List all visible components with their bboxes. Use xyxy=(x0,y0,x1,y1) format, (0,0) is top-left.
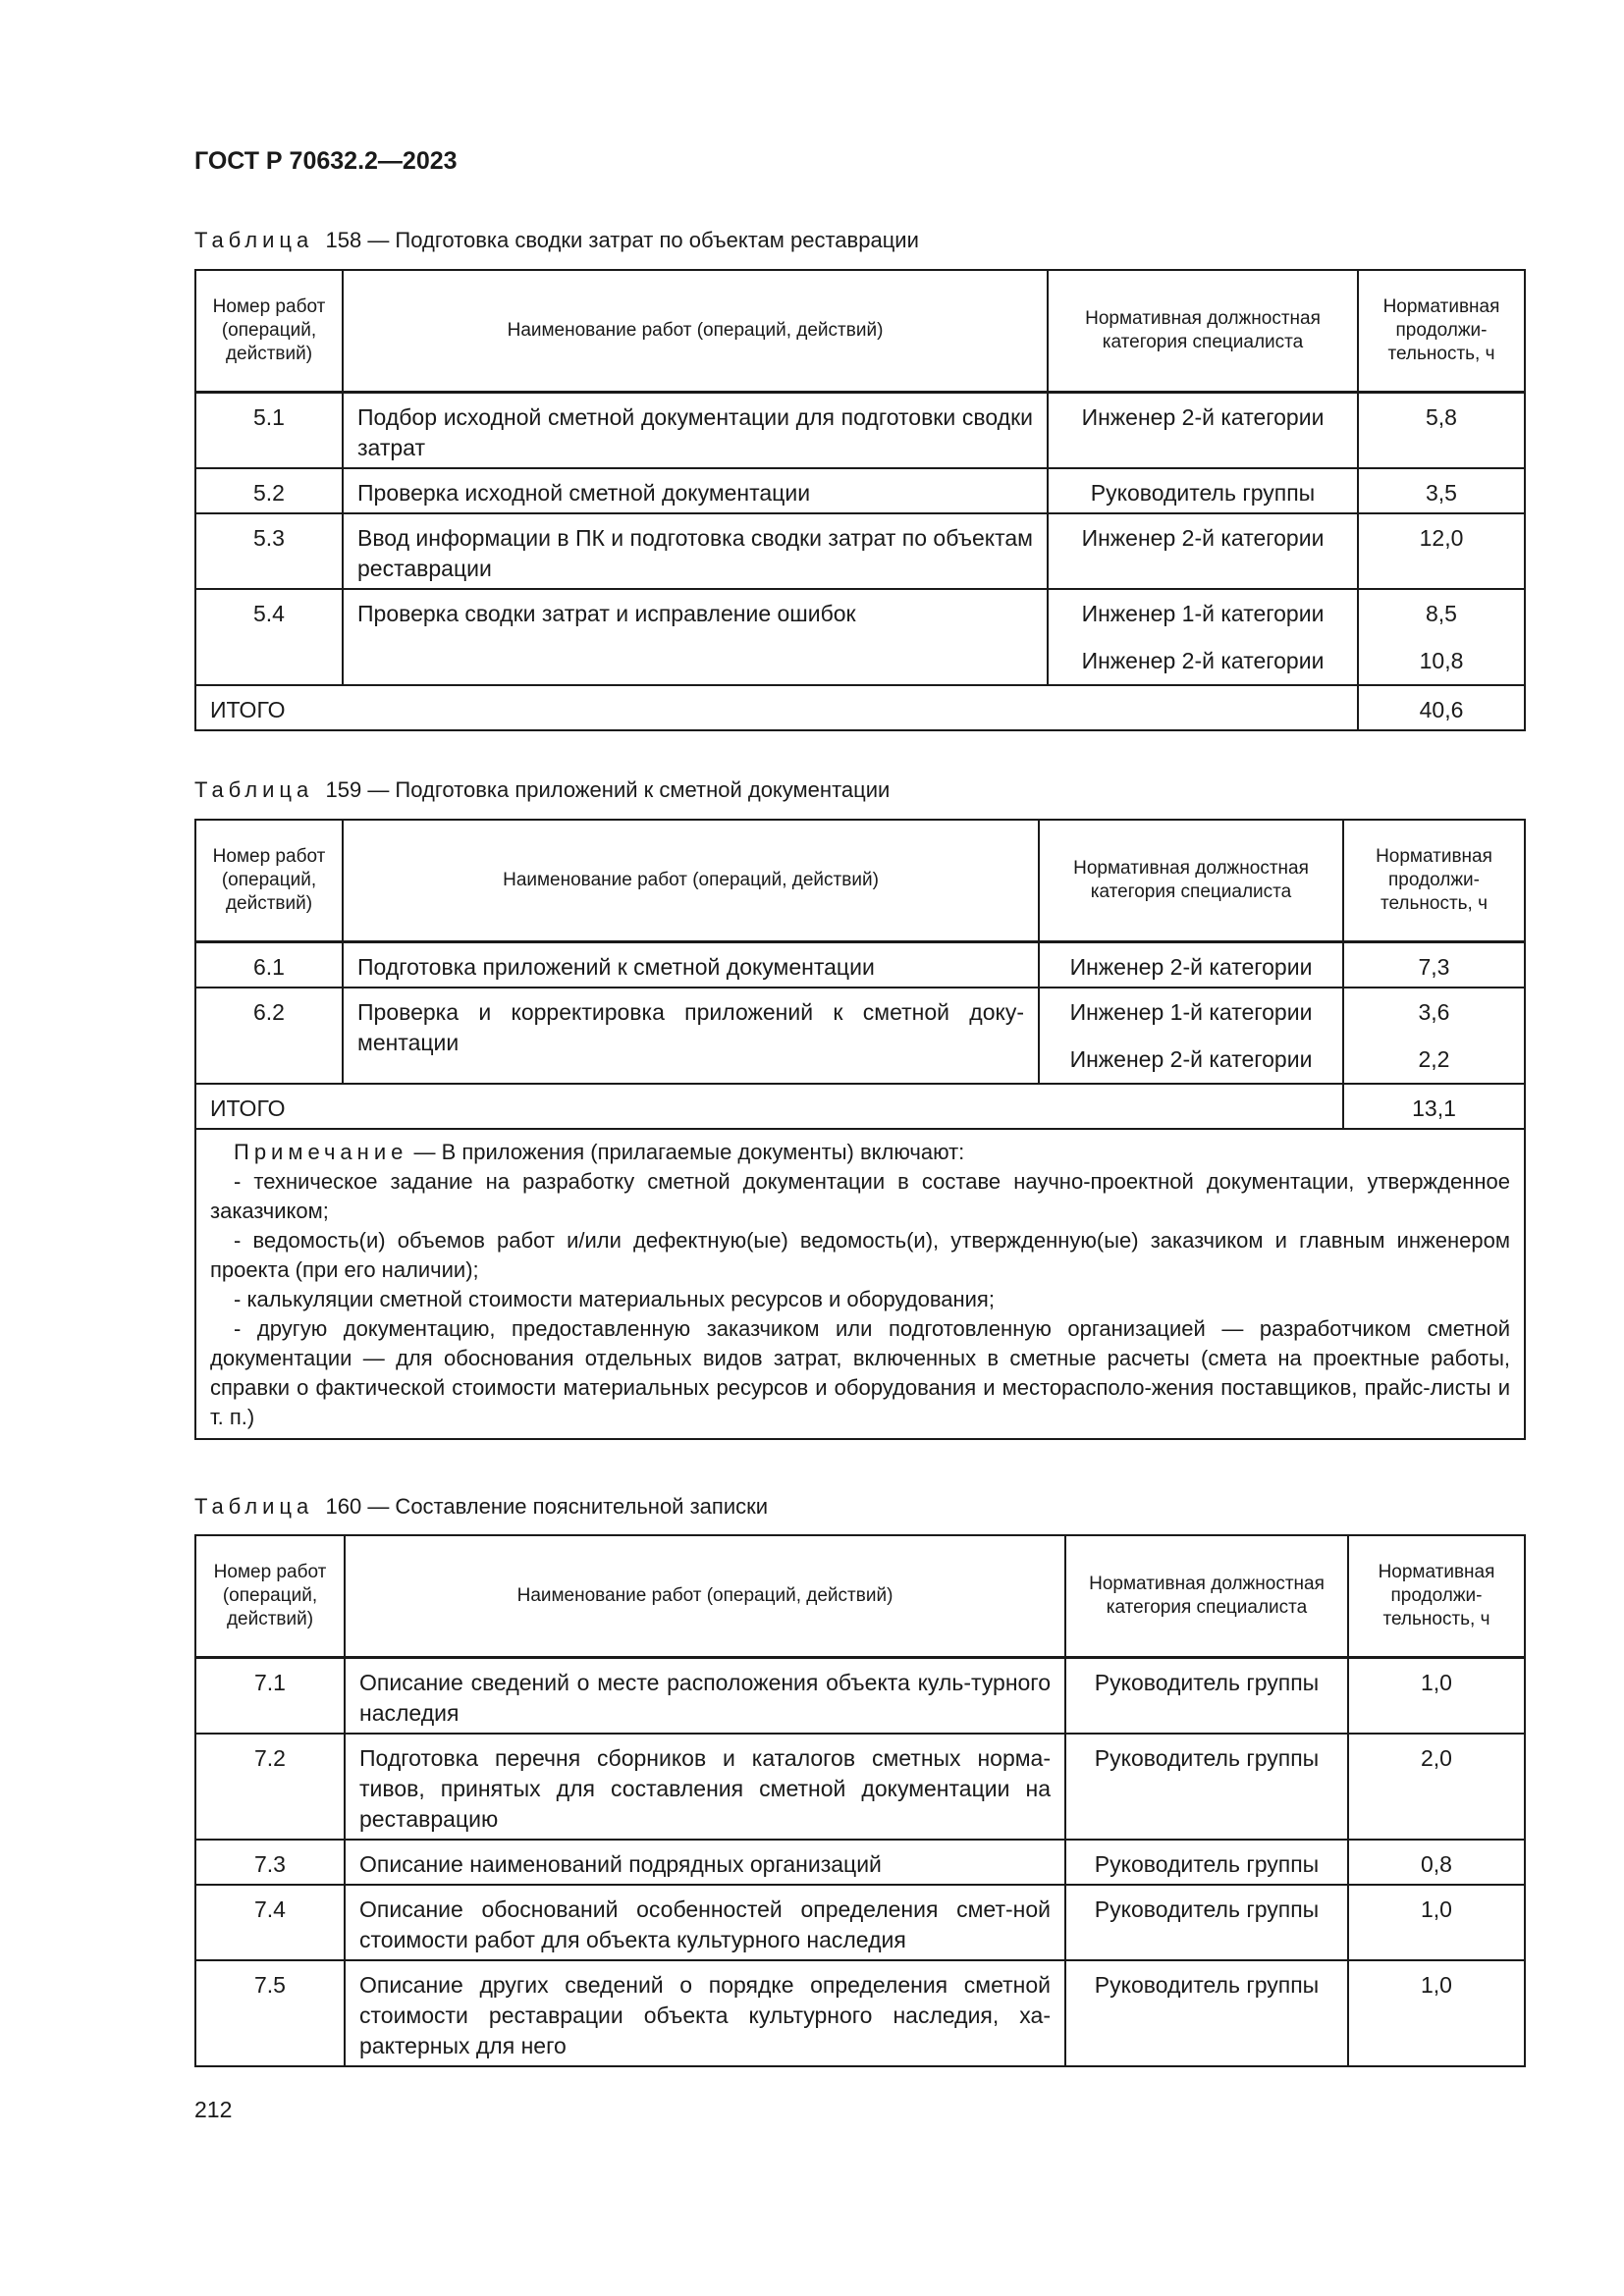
row-num: 5.3 xyxy=(195,513,343,589)
table-160 xyxy=(194,1534,1526,2067)
table-header-row xyxy=(195,270,1525,392)
caption-text: 159 — Подготовка приложений к сметной документации xyxy=(325,777,891,802)
row-duration-list xyxy=(1343,988,1525,1084)
row-name: Подготовка перечня сборников и каталогов сметных норма-тивов, принятых для составления сметной документации на реставрацию xyxy=(345,1734,1065,1840)
row-category: Руководитель группы xyxy=(1065,1885,1348,1960)
row-category: Инженер 1-й категории xyxy=(1069,998,1313,1025)
row-name: Ввод информации в ПК и подготовка сводки затрат по объектам реставрации xyxy=(343,513,1048,589)
table-row xyxy=(195,941,1525,988)
note-label: Примечание xyxy=(234,1139,408,1164)
row-num: 5.1 xyxy=(195,392,343,468)
note-item: - калькуляции сметной стоимости материальных ресурсов и оборудования; xyxy=(234,1286,995,1311)
row-category: Инженер 2-й категории xyxy=(1048,392,1358,468)
table-row xyxy=(195,988,1525,1084)
document-code: ГОСТ Р 70632.2—2023 xyxy=(194,147,458,175)
row-category: Руководитель группы xyxy=(1065,1734,1348,1840)
total-label: ИТОГО xyxy=(195,685,1358,730)
caption-word: Таблица xyxy=(194,1494,314,1519)
row-num: 7.1 xyxy=(195,1657,345,1734)
row-duration: 7,3 xyxy=(1343,941,1525,988)
row-category: Инженер 2-й категории xyxy=(1069,1045,1313,1072)
table-160-caption xyxy=(194,1494,768,1520)
note-item: - техническое задание на разработку сметной документации в составе научно-проектной документации, утвержденное заказчиком; xyxy=(210,1168,1510,1223)
table-row xyxy=(195,392,1525,468)
row-duration: 8,5 xyxy=(1426,600,1457,626)
note-intro xyxy=(210,1138,1510,1167)
table-159-caption xyxy=(194,777,890,803)
total-row xyxy=(195,685,1525,730)
row-category: Инженер 1-й категории xyxy=(1081,600,1325,626)
row-num: 6.2 xyxy=(195,988,343,1084)
total-value: 13,1 xyxy=(1343,1084,1525,1129)
row-name: Проверка сводки затрат и исправление ошибок xyxy=(343,589,1048,685)
row-name: Подготовка приложений к сметной документации xyxy=(343,941,1039,988)
header-category: Нормативная должностная категория специалиста xyxy=(1065,1535,1348,1657)
row-duration: 1,0 xyxy=(1348,1960,1525,2066)
row-category: Руководитель группы xyxy=(1065,1840,1348,1885)
table-row xyxy=(195,513,1525,589)
row-num: 5.2 xyxy=(195,468,343,513)
total-label: ИТОГО xyxy=(195,1084,1343,1129)
table-row xyxy=(195,1840,1525,1885)
page-number: 212 xyxy=(194,2097,233,2122)
row-name: Проверка и корректировка приложений к сметной доку-ментации xyxy=(343,988,1039,1084)
header-category: Нормативная должностная категория специалиста xyxy=(1048,270,1358,392)
row-duration: 5,8 xyxy=(1358,392,1525,468)
row-duration: 3,5 xyxy=(1358,468,1525,513)
table-row xyxy=(195,589,1525,685)
note-intro-text: — В приложения (прилагаемые документы) включают: xyxy=(413,1139,965,1164)
caption-text: 158 — Подготовка сводки затрат по объектам реставрации xyxy=(325,228,919,252)
table-158 xyxy=(194,269,1526,731)
caption-word: Таблица xyxy=(194,228,314,252)
table-note xyxy=(195,1129,1525,1439)
table-row xyxy=(195,468,1525,513)
row-duration: 10,8 xyxy=(1419,647,1464,673)
row-duration: 2,2 xyxy=(1418,1045,1450,1072)
total-row xyxy=(195,1084,1525,1129)
row-category: Инженер 2-й категории xyxy=(1048,513,1358,589)
row-duration: 0,8 xyxy=(1348,1840,1525,1885)
table-158-caption xyxy=(194,228,919,253)
table-header-row xyxy=(195,1535,1525,1657)
table-row xyxy=(195,1734,1525,1840)
row-num: 7.4 xyxy=(195,1885,345,1960)
row-name: Описание других сведений о порядке определения сметной стоимости реставрации объекта культурного наследия, ха-рактерных для него xyxy=(345,1960,1065,2066)
header-num: Номер работ (операций, действий) xyxy=(195,1535,345,1657)
header-num: Номер работ (операций, действий) xyxy=(195,820,343,941)
caption-text: 160 — Составление пояснительной записки xyxy=(325,1494,769,1519)
table-row xyxy=(195,1885,1525,1960)
header-category: Нормативная должностная категория специалиста xyxy=(1039,820,1343,941)
row-category-list xyxy=(1039,988,1343,1084)
header-duration: Нормативная продолжи-тельность, ч xyxy=(1348,1535,1525,1657)
row-duration: 1,0 xyxy=(1348,1657,1525,1734)
row-name: Подбор исходной сметной документации для подготовки сводки затрат xyxy=(343,392,1048,468)
row-duration: 12,0 xyxy=(1358,513,1525,589)
note-row xyxy=(195,1129,1525,1439)
note-item: - ведомость(и) объемов работ и/или дефектную(ые) ведомость(и), утвержденную(ые) заказчиком и главным инженером проекта (при его наличии); xyxy=(210,1227,1510,1282)
table-159 xyxy=(194,819,1526,1440)
row-duration: 3,6 xyxy=(1418,998,1450,1025)
row-num: 7.3 xyxy=(195,1840,345,1885)
row-duration: 2,0 xyxy=(1348,1734,1525,1840)
note-item: - другую документацию, предоставленную заказчиком или подготовленную организацией — разработчиком сметной документации — для обоснования отдельных видов затрат, включенных в сметные расчеты (смета на проектные работы, справки о фактической стоимости материальных ресурсов и оборудования и месторасполо-жения поставщиков, прайс-листы и т. п.) xyxy=(210,1315,1510,1429)
row-category: Руководитель группы xyxy=(1065,1657,1348,1734)
row-num: 7.2 xyxy=(195,1734,345,1840)
row-duration: 1,0 xyxy=(1348,1885,1525,1960)
header-duration: Нормативная продолжи-тельность, ч xyxy=(1343,820,1525,941)
row-category: Руководитель группы xyxy=(1065,1960,1348,2066)
row-name: Проверка исходной сметной документации xyxy=(343,468,1048,513)
header-name: Наименование работ (операций, действий) xyxy=(343,820,1039,941)
row-name: Описание обоснований особенностей определения смет-ной стоимости работ для объекта культурного наследия xyxy=(345,1885,1065,1960)
row-category: Инженер 2-й категории xyxy=(1039,941,1343,988)
header-name: Наименование работ (операций, действий) xyxy=(345,1535,1065,1657)
table-header-row xyxy=(195,820,1525,941)
row-duration-list xyxy=(1358,589,1525,685)
row-num: 7.5 xyxy=(195,1960,345,2066)
row-name: Описание сведений о месте расположения объекта куль-турного наследия xyxy=(345,1657,1065,1734)
row-category-list xyxy=(1048,589,1358,685)
row-num: 5.4 xyxy=(195,589,343,685)
row-category: Руководитель группы xyxy=(1048,468,1358,513)
header-duration: Нормативная продолжи-тельность, ч xyxy=(1358,270,1525,392)
row-num: 6.1 xyxy=(195,941,343,988)
total-value: 40,6 xyxy=(1358,685,1525,730)
header-num: Номер работ (операций, действий) xyxy=(195,270,343,392)
row-name: Описание наименований подрядных организаций xyxy=(345,1840,1065,1885)
header-name: Наименование работ (операций, действий) xyxy=(343,270,1048,392)
table-row xyxy=(195,1657,1525,1734)
row-category: Инженер 2-й категории xyxy=(1081,647,1325,673)
table-row xyxy=(195,1960,1525,2066)
caption-word: Таблица xyxy=(194,777,314,802)
